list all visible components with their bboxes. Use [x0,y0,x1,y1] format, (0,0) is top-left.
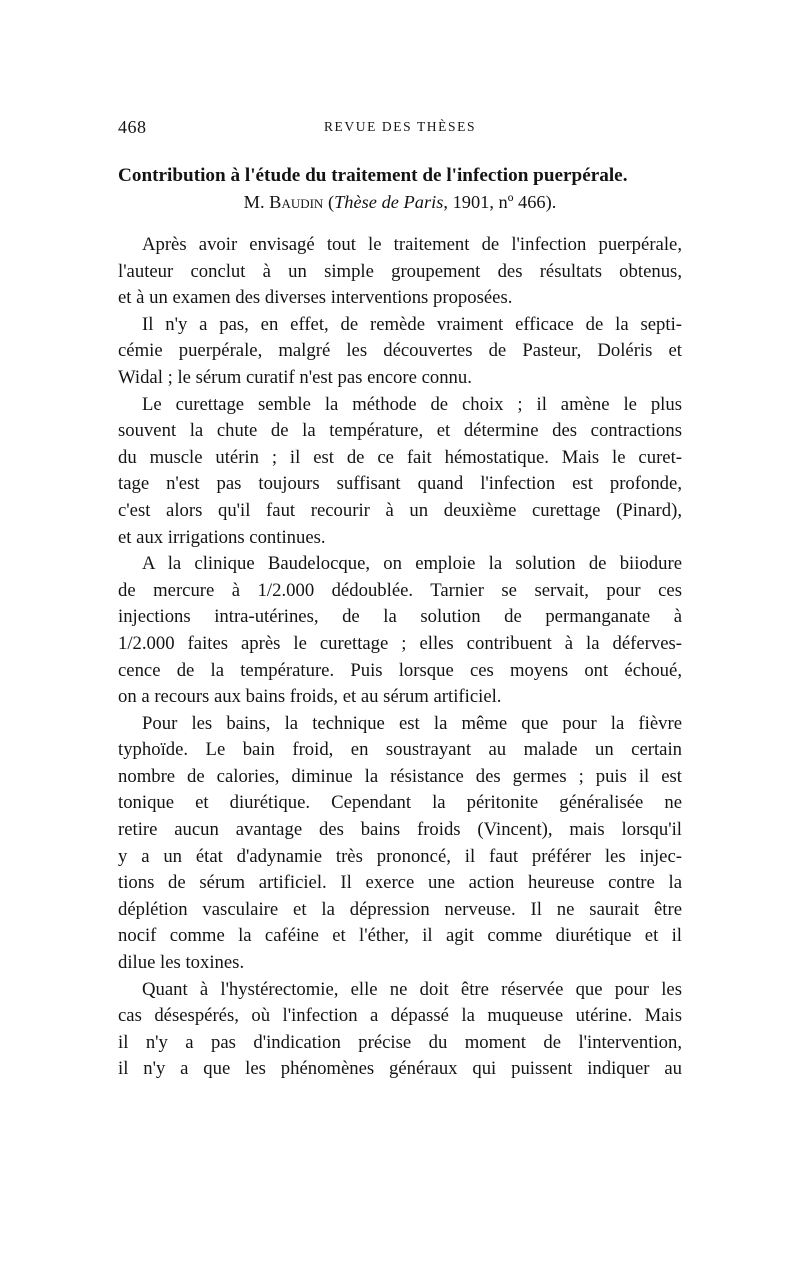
running-head [118,112,682,142]
article-title: Contribution à l'étude du traitement de l'infection puerpérale. [118,165,628,186]
text-line: cence de la température. Puis lorsque ces moyens ont échoué, [118,659,682,681]
paragraph [118,977,682,1083]
text-line: dilue les toxines. [118,952,245,974]
paragraph [118,551,682,711]
text-line: il n'y a que les phénomènes généraux qui puissent indiquer au [118,1058,682,1080]
byline-source-title: Thèse de Paris [334,192,444,212]
text-line: 1/2.000 faites après le curettage ; elles contribuent à la déferves- [118,632,682,654]
text-line: A la clinique Baudelocque, on emploie la solution de biiodure [142,553,682,575]
text-line: cémie puerpérale, malgré les découvertes de Pasteur, Doléris et [118,340,682,362]
paragraph [118,312,682,392]
text-line: Quant à l'hystérectomie, elle ne doit être réservée que pour les [142,978,682,1000]
text-line: Pour les bains, la technique est la même que pour la fièvre [142,712,682,734]
text-line: du muscle utérin ; il est de ce fait hémostatique. Mais le curet- [118,446,682,468]
byline-author: M. Baudin [243,192,324,212]
text-line: l'auteur conclut à un simple groupement des résultats obtenus, [118,260,682,282]
byline-paren-open: ( [327,192,335,212]
text-line: Le curettage semble la méthode de choix ; il amène le plus [142,393,682,415]
paragraph [118,392,682,552]
text-line: et à un examen des diverses interventions proposées. [118,287,513,309]
text-line: déplétion vasculaire et la dépression nerveuse. Il ne saurait être [118,898,682,920]
text-line: Il n'y a pas, en effet, de remède vraiment efficace de la septi- [142,313,682,335]
text-line: et aux irrigations continues. [118,526,326,548]
text-line: typhoïde. Le bain froid, en soustrayant au malade un certain [118,739,682,761]
text-line: on a recours aux bains froids, et au sérum artificiel. [118,686,502,708]
text-line: c'est alors qu'il faut recourir à un deuxième curettage (Pinard), [118,499,682,521]
text-line: de mercure à 1/2.000 dédoublée. Tarnier se servait, pour ces [118,579,682,601]
paragraph [118,711,682,977]
byline [118,189,682,215]
book-page [118,112,682,1083]
text-line: cas désespérés, où l'infection a dépassé la muqueuse utérine. Mais [118,1005,682,1027]
article-body [118,232,682,1083]
page-number: 468 [118,117,147,137]
text-line: Widal ; le sérum curatif n'est pas encore connu. [118,366,472,388]
text-line: il n'y a pas d'indication précise du moment de l'intervention, [118,1031,682,1053]
text-line: Après avoir envisagé tout le traitement de l'infection puerpérale, [142,234,682,255]
text-line: tage n'est pas toujours suffisant quand l'infection est profonde, [118,473,682,495]
text-line: nocif comme la caféine et l'éther, il agit comme diurétique et il [118,925,682,947]
text-line: y a un état d'adynamie très prononcé, il faut préférer les injec- [118,845,682,867]
text-line: tonique et diurétique. Cependant la péritonite généralisée ne [118,792,682,814]
byline-source-details: , 1901, nº 466). [443,192,557,212]
text-line: injections intra-utérines, de la solution de permanganate à [118,606,682,628]
text-line: nombre de calories, diminue la résistance des germes ; puis il est [118,765,682,787]
running-title: REVUE DES THÈSES [323,119,477,134]
text-line: souvent la chute de la température, et détermine des contractions [118,420,682,442]
paragraph [118,232,682,312]
text-line: retire aucun avantage des bains froids (Vincent), mais lorsqu'il [118,819,682,841]
text-line: tions de sérum artificiel. Il exerce une action heureuse contre la [118,872,682,894]
